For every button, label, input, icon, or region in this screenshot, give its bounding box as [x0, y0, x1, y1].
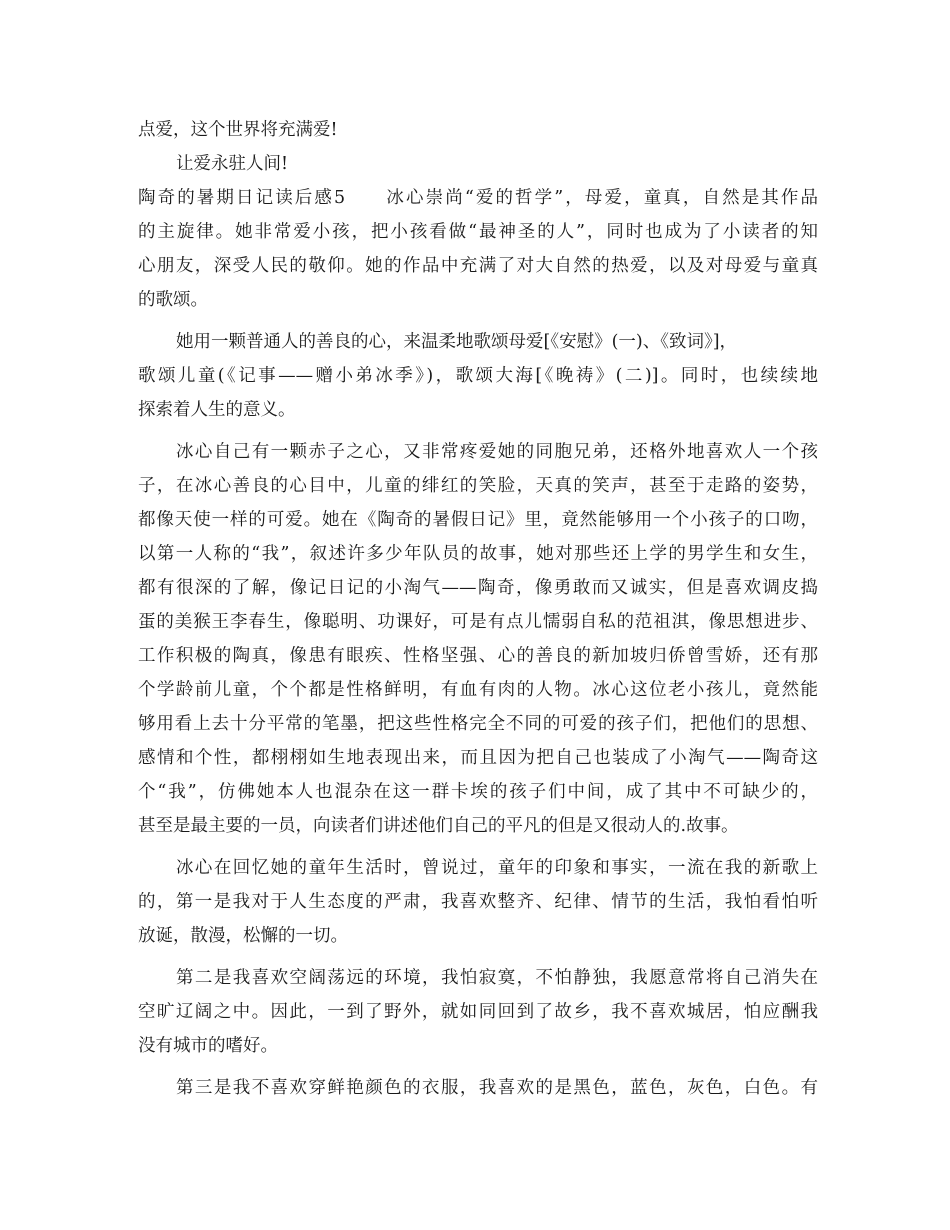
text-line: 点爱，这个世界将充满爱! [138, 120, 338, 140]
text-line: 放诞，散漫，松懈的一切。 [138, 926, 348, 946]
text-line: 的，第一是我对于人生态度的严肃，我喜欢整齐、纪律、情节的生活，我怕看怕听 [138, 892, 818, 912]
text-line: 歌颂儿童(《记事——赠小弟冰季》)，歌颂大海[《晚祷》(二)]。同时，也续续地 [138, 366, 818, 386]
text-line: 工作积极的陶真，像患有眼疾、性格坚强、心的善良的新加坡归侨曾雪娇，还有那 [138, 646, 818, 666]
text-line: 感情和个性，都栩栩如生地表现出来，而且因为把自己也装成了小淘气——陶奇这 [138, 748, 818, 768]
text-line: 她用一颗普通人的善良的心，来温柔地歌颂母爱[《安慰》(一)、《致词》]， [176, 332, 738, 352]
text-line: 陶奇的暑期日记读后感5 冰心崇尚“爱的哲学”，母爱，童真，自然是其作品 [138, 188, 818, 208]
text-line: 都像天使一样的可爱。她在《陶奇的暑假日记》里，竟然能够用一个小孩子的口吻， [138, 510, 818, 530]
text-line: 冰心在回忆她的童年生活时，曾说过，童年的印象和事实，一流在我的新歌上 [176, 858, 818, 878]
text-line: 以第一人称的“我”，叙述许多少年队员的故事，她对那些还上学的男学生和女生， [138, 544, 818, 564]
text-line: 空旷辽阔之中。因此，一到了野外，就如同回到了故乡，我不喜欢城居，怕应酬我 [138, 1002, 818, 1022]
text-line: 甚至是最主要的一员，向读者们讲述他们自己的平凡的但是又很动人的.故事。 [138, 816, 739, 836]
text-line: 探索着人生的意义。 [138, 400, 296, 420]
text-line: 让爱永驻人间! [176, 154, 289, 174]
text-line: 冰心自己有一颗赤子之心，又非常疼爱她的同胞兄弟，还格外地喜欢人一个孩 [176, 442, 818, 462]
text-line: 个学龄前儿童，个个都是性格鲜明，有血有肉的人物。冰心这位老小孩儿，竟然能 [138, 680, 818, 700]
text-line: 第三是我不喜欢穿鲜艳颜色的衣服，我喜欢的是黑色，蓝色，灰色，白色。有 [176, 1078, 818, 1098]
text-line: 的歌颂。 [138, 290, 208, 310]
text-line: 够用看上去十分平常的笔墨，把这些性格完全不同的可爱的孩子们，把他们的思想、 [138, 714, 818, 734]
text-line: 心朋友，深受人民的敬仰。她的作品中充满了对大自然的热爱，以及对母爱与童真 [138, 256, 818, 276]
text-line: 子，在冰心善良的心目中，儿童的绯红的笑脸，天真的笑声，甚至于走路的姿势， [138, 476, 818, 496]
text-line: 没有城市的嗜好。 [138, 1036, 278, 1056]
text-line: 个“我”，仿佛她本人也混杂在这一群卡埃的孩子们中间，成了其中不可缺少的， [138, 782, 818, 802]
text-line: 第二是我喜欢空阔荡远的环境，我怕寂寞，不怕静独，我愿意常将自己消失在 [176, 968, 818, 988]
text-line: 都有很深的了解，像记日记的小淘气——陶奇，像勇敢而又诚实，但是喜欢调皮捣 [138, 578, 818, 598]
text-line: 的主旋律。她非常爱小孩，把小孩看做“最神圣的人”，同时也成为了小读者的知 [138, 222, 818, 242]
text-line: 蛋的美猴王李春生，像聪明、功课好，可是有点儿懦弱自私的范祖淇，像思想进步、 [138, 612, 818, 632]
